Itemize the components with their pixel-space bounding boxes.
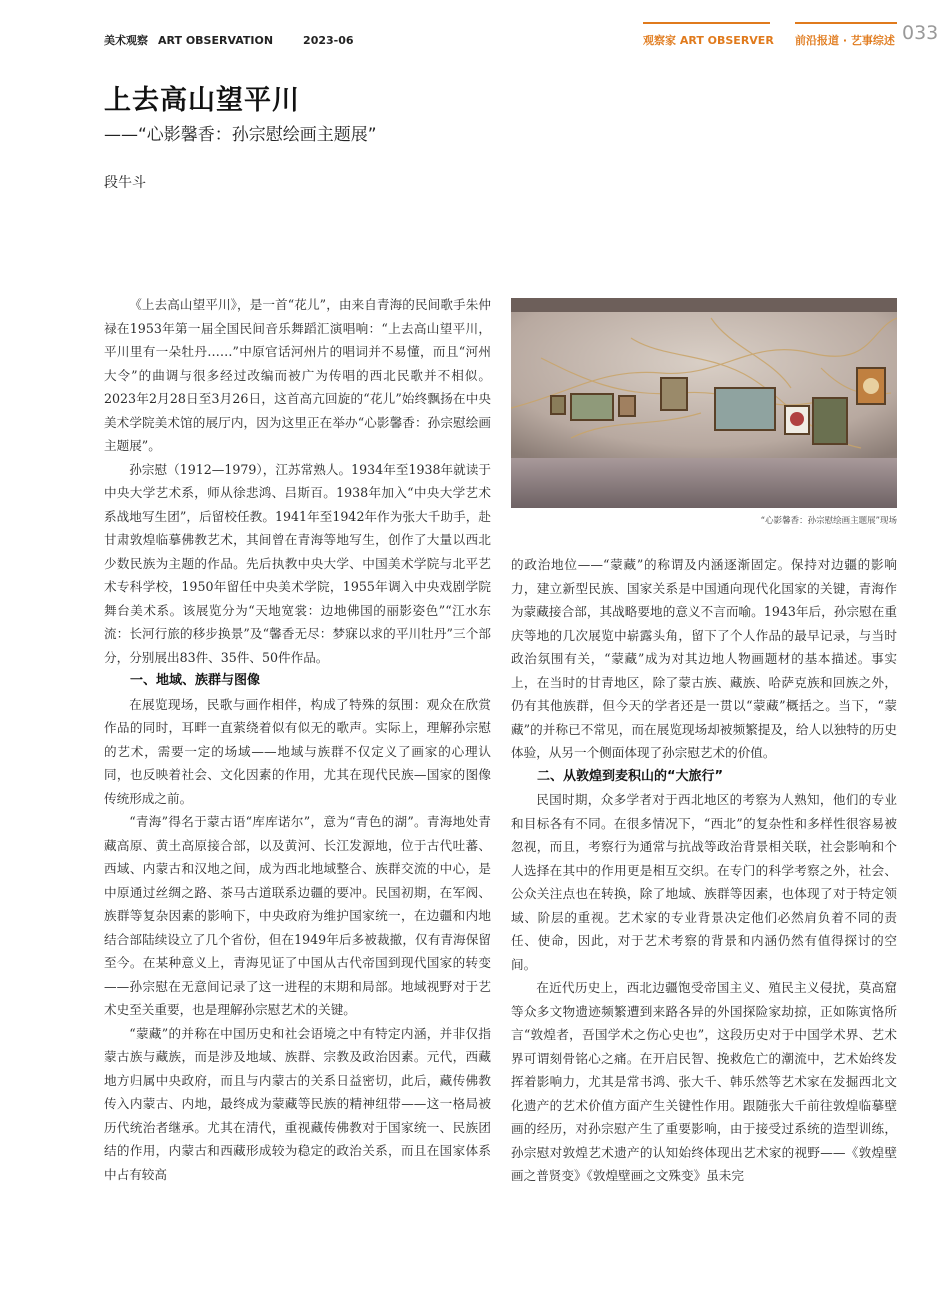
magazine-name-cn: 美术观察 xyxy=(104,34,148,47)
exhibition-photo xyxy=(511,298,897,508)
paragraph: “青海”得名于蒙古语“库库诺尔”，意为“青色的湖”。青海地处青藏高原、黄土高原接合部，以及黄河、长江发源地，位于古代吐蕃、西域、内蒙古和汉地之间，成为西北地域整合、族群交流的中心，是中原通过丝绸之路、茶马古道联系边疆的要冲。民国初期，在军阀、族群等复杂因素的影响下，中央政府为维护国家统一，在边疆和内地结合部陆续设立了几个省份，但在1949年后多被裁撤，仅有青海保留至今。在某种意义上，青海见证了中国从古代帝国到现代国家的转变——孙宗慰在无意间记录了这一进程的末期和局部。地域视野对于艺术史至关重要，也是理解孙宗慰艺术的关键。 xyxy=(104,814,491,1017)
paragraph: 在近代历史上，西北边疆饱受帝国主义、殖民主义侵扰，莫高窟等众多文物遗迹频繁遭到来路各异的外国探险家劫掠，正如陈寅恪所言“敦煌者，吾国学术之伤心史也”，这段历史对于中国学术界、艺术界可谓刻骨铭心之痛。在开启民智、挽救危亡的潮流中，艺术始终发挥着影响力，尤其是常书鸿、张大千、韩乐然等艺术家在发掘西北文化遗产的艺术价值方面产生关键性作用。跟随张大千前往敦煌临摹壁画的经历，对孙宗慰产生了重要影响，由于接受过系统的造型训练，孙宗慰对敦煌艺术遗产的认知始终体现出艺术家的视野——《敦煌壁画之普贤变》《敦煌壁画之文殊变》虽未完 xyxy=(511,980,897,1183)
issue-number: 2023-06 xyxy=(303,34,354,47)
article-title: 上去高山望平川 xyxy=(104,85,300,116)
section-label-observer: 观察家 ART OBSERVER xyxy=(643,22,770,48)
right-text-column xyxy=(511,553,897,1188)
page-number: 033 xyxy=(902,22,939,44)
running-header-left xyxy=(104,32,364,48)
photo-caption: “心影馨香：孙宗慰绘画主题展”现场 xyxy=(760,516,897,526)
section-label-frontline: 前沿报道 · 艺事综述 xyxy=(795,22,897,48)
magazine-name-en: ART OBSERVATION xyxy=(158,34,274,47)
paragraph: 《上去高山望平川》，是一首“花儿”，由来自青海的民间歌手朱仲禄在1953年第一届全国民间音乐舞蹈汇演唱响：“上去高山望平川，平川里有一朵牡丹……”中原官话河州片的唱词并不易懂，而且“河州大令”的曲调与很多经过改编而被广为传唱的西北民歌并不相似。2023年2月28日至3月26日，这首高亢回旋的“花儿”始终飘扬在中央美术学院美术馆的展厅内，因为这里正在举办“心影馨香：孙宗慰绘画主题展”。 xyxy=(104,297,491,453)
section-heading: 一、地域、族群与图像 xyxy=(130,673,261,688)
section-heading: 二、从敦煌到麦积山的“大旅行” xyxy=(537,768,724,784)
article-author: 段牛斗 xyxy=(104,175,146,191)
paragraph: 在展览现场，民歌与画作相伴，构成了特殊的氛围：观众在欣赏作品的同时，耳畔一直萦绕着似有似无的歌声。实际上，理解孙宗慰的艺术，需要一定的场域——地域与族群不仅定义了画家的心理认同，也反映着社会、文化因素的作用，尤其在现代民族—国家的图像传统形成之前。 xyxy=(104,696,491,806)
paragraph: 民国时期，众多学者对于西北地区的考察为人熟知，他们的专业和目标各有不同。在很多情况下，“西北”的复杂性和多样性很容易被忽视，而且，考察行为通常与抗战等政治背景相关联，社会影响和个人选择在其中的作用更是相互交织。在专门的科学考察之外，社会、公众关注点也在转换，除了地域、族群等因素，也体现了对于特定领域、阶层的重视。艺术家的专业背景决定他们必然肩负着不同的责任、使命，因此，对于艺术考察的背景和内涵仍然有值得探讨的空间。 xyxy=(511,792,897,972)
paragraph: 的政治地位——“蒙藏”的称谓及内涵逐渐固定。保持对边疆的影响力，建立新型民族、国家关系是中国通向现代化国家的关键，青海作为蒙藏接合部，其战略要地的意义不言而喻。1943年后，孙宗慰在重庆等地的几次展览中崭露头角，留下了个人作品的最早记录，与当时政治氛围有关，“蒙藏”成为对其边地人物画题材的基本描述。事实上，在当时的甘青地区，除了蒙古族、藏族、哈萨克族和回族之外，仍有其他族群，但今天的学者还是一贯以“蒙藏”概括之。当下，“蒙藏”的并称已不常见，而在展览现场却被频繁提及，给人以独特的历史体验，从另一个侧面体现了孙宗慰艺术的价值。 xyxy=(511,557,897,760)
paragraph: “蒙藏”的并称在中国历史和社会语境之中有特定内涵，并非仅指蒙古族与藏族，而是涉及地域、族群、宗教及政治因素。元代，西藏地方归属中央政府，而且与内蒙古的关系日益密切，此后，藏传佛教传入内蒙古、内地，最终成为蒙藏等民族的精神纽带——这一格局被历代统治者继承。尤其在清代，重视藏传佛教对于国家统一、民族团结的作用，内蒙古和西藏形成较为稳定的政治关系，而且在国家体系中占有较高 xyxy=(104,1025,491,1182)
paragraph: 孙宗慰（1912—1979），江苏常熟人。1934年至1938年就读于中央大学艺术系，师从徐悲鸿、吕斯百。1938年加入“中央大学艺术系战地写生团”，后留校任教。1941年至1942年作为张大千助手，赴甘肃敦煌临摹佛教艺术，其间曾在青海等地写生，创作了大量以西北少数民族为主题的作品。先后执教中央大学、中国美术学院与北平艺术专科学校，1950年留任中央美术学院，1955年调入中央戏剧学院舞台美术系。该展览分为“天地宽裳：边地佛国的丽影姿色”“江水东流：长河行旅的移步换景”及“馨香无尽：梦寐以求的平川牡丹”三个部分，分别展出83件、35件、50件作品。 xyxy=(104,461,491,665)
article-subtitle: ——“心影馨香：孙宗慰绘画主题展” xyxy=(104,125,377,145)
left-text-column xyxy=(104,293,491,1186)
exhibition-hall-illustration xyxy=(511,298,897,508)
